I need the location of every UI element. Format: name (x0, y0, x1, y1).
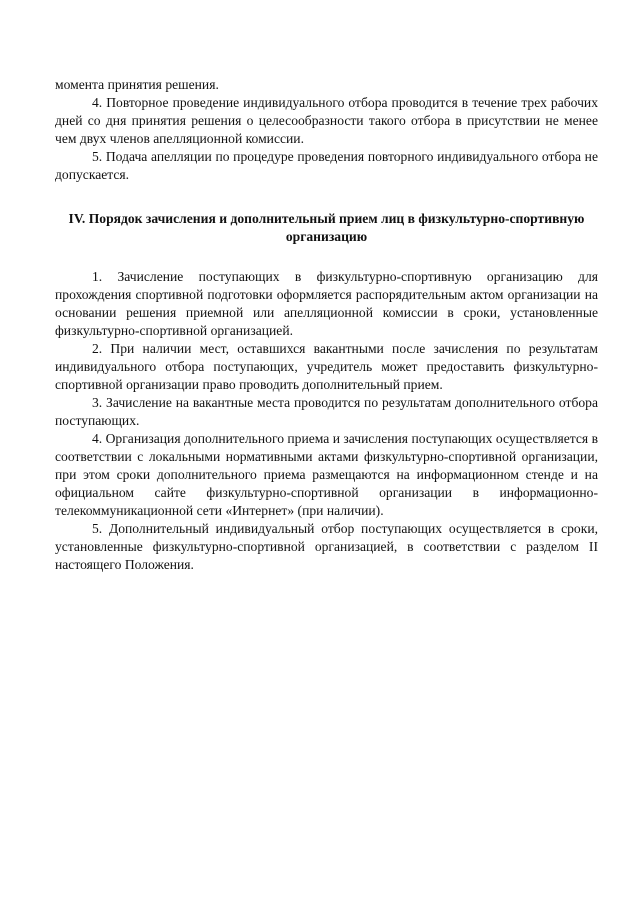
section-paragraph-1: 1. Зачисление поступающих в физкультурно-спортивную организацию для прохождения спортивной подготовки оформляется распорядительным актом организации на основании решения приемной или апелляционной комиссии в сроки, установленные физкультурно-спортивной организацией. (55, 269, 598, 338)
section-paragraph-3: 3. Зачисление на вакантные места проводится по результатам дополнительного отбора поступающих. (55, 395, 598, 428)
section-paragraph-2: 2. При наличии мест, оставшихся вакантными после зачисления по результатам индивидуального отбора поступающих, учредитель может предоставить физкультурно-спортивной организации право проводить дополнительный прием. (55, 341, 598, 392)
paragraph-item-5: 5. Подача апелляции по процедуре проведения повторного индивидуального отбора не допускается. (55, 149, 598, 182)
paragraph-item-4: 4. Повторное проведение индивидуального отбора проводится в течение трех рабочих дней со дня принятия решения о целесообразности такого отбора в присутствии не менее чем двух членов апелляционной комиссии. (55, 95, 598, 146)
section-paragraph-5: 5. Дополнительный индивидуальный отбор поступающих осуществляется в сроки, установленные физкультурно-спортивной организацией, в соответствии с разделом II настоящего Положения. (55, 521, 598, 572)
spacer (55, 246, 598, 268)
section-paragraph-4: 4. Организация дополнительного приема и зачисления поступающих осуществляется в соответствии с локальными нормативными актами физкультурно-спортивной организации, при этом сроки дополнительного приема размещаются на информационном стенде и на официальном сайте физкультурно-спортивной организации в информационно-телекоммуникационной сети «Интернет» (при наличии). (55, 431, 598, 518)
spacer (55, 184, 598, 210)
section-heading: IV. Порядок зачисления и дополнительный прием лиц в физкультурно-спортивную организацию (68, 211, 585, 244)
continued-paragraph: момента принятия решения. (55, 77, 219, 92)
document-page (55, 76, 598, 574)
